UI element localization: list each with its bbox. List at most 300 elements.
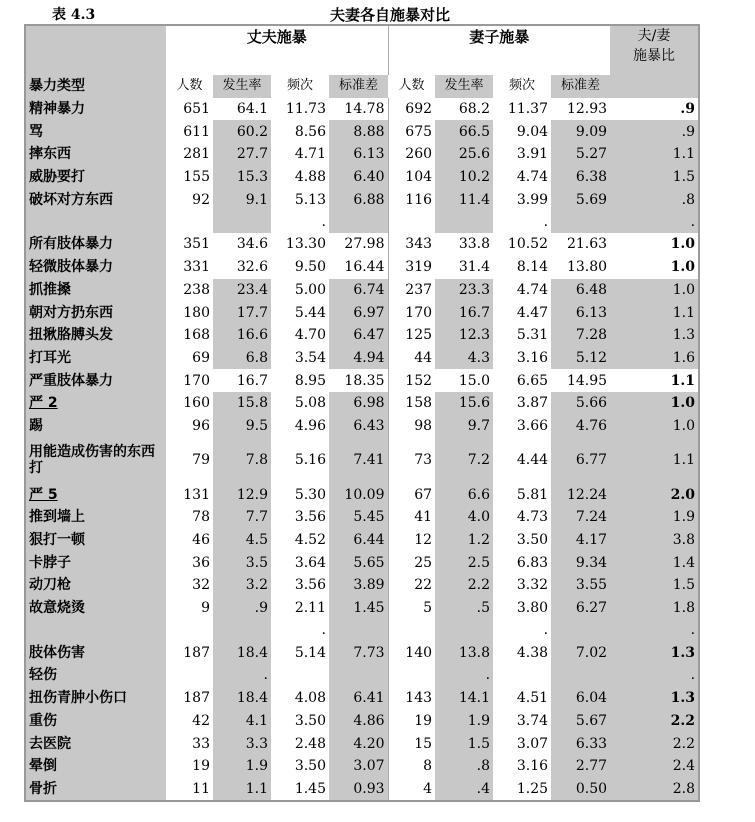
- table-cell: 4.96: [271, 415, 329, 438]
- row-label: [25, 143, 166, 166]
- ratio-cell: 2.2: [610, 710, 699, 733]
- table-cell: 16.6: [213, 324, 271, 347]
- ratio-cell: 1.6: [610, 347, 699, 370]
- row-label-text: 破坏对方东西: [29, 191, 113, 208]
- table-cell: 5.65: [329, 551, 388, 574]
- table-row: [25, 166, 699, 189]
- table-cell: 3.50: [271, 755, 329, 778]
- table-cell: 5.16: [271, 437, 329, 483]
- table-cell: 8.14: [493, 256, 551, 279]
- table-cell: 7.28: [551, 324, 610, 347]
- table-cell: 1.5: [435, 732, 493, 755]
- table-cell: 6.44: [329, 529, 388, 552]
- table-cell: 4.38: [493, 641, 551, 664]
- table-cell: .4: [435, 778, 493, 802]
- table-cell: 3.32: [493, 574, 551, 597]
- row-label: [25, 437, 166, 483]
- table-cell: 5.69: [551, 188, 610, 211]
- table-cell: 343: [388, 233, 435, 256]
- table-cell: 60.2: [213, 120, 271, 143]
- ratio-cell: 1.0: [610, 233, 699, 256]
- table-cell: 11.37: [493, 98, 551, 121]
- table-cell: 17.7: [213, 301, 271, 324]
- table-cell: 260: [388, 143, 435, 166]
- ratio-cell: 1.3: [610, 641, 699, 664]
- table-cell: 7.41: [329, 437, 388, 483]
- table-cell: 64.1: [213, 98, 271, 121]
- table-cell: 7.8: [213, 437, 271, 483]
- table-cell: 7.02: [551, 641, 610, 664]
- table-cell: 15.6: [435, 392, 493, 415]
- table-cell: 1.25: [493, 778, 551, 802]
- table-cell: 4.44: [493, 437, 551, 483]
- table-row: [25, 347, 699, 370]
- row-label: [25, 483, 166, 506]
- table-row: [25, 506, 699, 529]
- row-label-text: 踢: [29, 417, 43, 434]
- table-cell: 238: [166, 279, 213, 302]
- table-cell: 23.4: [213, 279, 271, 302]
- row-label-text: 骂: [29, 123, 43, 140]
- table-cell: 22: [388, 574, 435, 597]
- table-cell: 152: [388, 369, 435, 392]
- table-cell: 10.52: [493, 233, 551, 256]
- table-cell: 16.7: [213, 369, 271, 392]
- row-label-text: 朝对方扔东西: [29, 304, 113, 321]
- ratio-header: [610, 25, 699, 75]
- table-cell: 158: [388, 392, 435, 415]
- row-label: [25, 211, 166, 233]
- row-label: [25, 324, 166, 347]
- table-cell: 6.04: [551, 687, 610, 710]
- table-cell: 12.9: [213, 483, 271, 506]
- table-cell: 6.43: [329, 415, 388, 438]
- table-cell: 6.38: [551, 166, 610, 189]
- row-label-text: 扭伤青肿小伤口: [29, 690, 127, 707]
- table-cell: 32: [166, 574, 213, 597]
- table-cell: 14.95: [551, 369, 610, 392]
- table-cell: .5: [435, 597, 493, 620]
- header-column-row: [25, 75, 699, 98]
- row-label: [25, 551, 166, 574]
- table-cell: 9.1: [213, 188, 271, 211]
- table-cell: 5.00: [271, 279, 329, 302]
- table-cell: 73: [388, 437, 435, 483]
- table-cell: 8.88: [329, 120, 388, 143]
- ratio-cell: 1.1: [610, 369, 699, 392]
- table-row: [25, 710, 699, 733]
- table-cell: 3.80: [493, 597, 551, 620]
- table-cell: 3.3: [213, 732, 271, 755]
- row-label: [25, 415, 166, 438]
- row-label: [25, 664, 166, 687]
- col-header: 人数: [176, 78, 203, 94]
- ratio-cell: 1.1: [610, 143, 699, 166]
- ratio-cell: .9: [610, 120, 699, 143]
- table-row: [25, 279, 699, 302]
- table-cell: 25.6: [435, 143, 493, 166]
- table-cell: 23.3: [435, 279, 493, 302]
- table-row: [25, 324, 699, 347]
- ratio-cell: 1.1: [610, 301, 699, 324]
- table-cell: 281: [166, 143, 213, 166]
- table-cell: .9: [213, 597, 271, 620]
- row-label-text: 打耳光: [29, 349, 71, 366]
- table-cell: .: [213, 664, 271, 687]
- table-caption: [0, 2, 755, 24]
- table-row: [25, 143, 699, 166]
- row-label-text: 狠打一顿: [29, 532, 85, 549]
- table-cell: 2.5: [435, 551, 493, 574]
- table-cell: 187: [166, 641, 213, 664]
- table-cell: 160: [166, 392, 213, 415]
- ratio-cell: .: [610, 664, 699, 687]
- table-cell: 6.97: [329, 301, 388, 324]
- table-cell: 7.73: [329, 641, 388, 664]
- table-cell: 4.51: [493, 687, 551, 710]
- table-cell: 3.54: [271, 347, 329, 370]
- table-cell: 18.4: [213, 641, 271, 664]
- table-cell: 14.1: [435, 687, 493, 710]
- table-row: [25, 483, 699, 506]
- table-cell: 170: [388, 301, 435, 324]
- table-cell: 2.2: [435, 574, 493, 597]
- table-cell: 9.34: [551, 551, 610, 574]
- table-cell: 18.35: [329, 369, 388, 392]
- table-row: [25, 233, 699, 256]
- table-cell: 8: [388, 755, 435, 778]
- row-label: [25, 120, 166, 143]
- table-cell: 10.09: [329, 483, 388, 506]
- header-corner: [25, 25, 166, 75]
- table-row: [25, 619, 699, 641]
- table-cell: 11.4: [435, 188, 493, 211]
- table-cell: 15.0: [435, 369, 493, 392]
- row-label: [25, 619, 166, 641]
- table-cell: 3.89: [329, 574, 388, 597]
- table-cell: 8.56: [271, 120, 329, 143]
- ratio-cell: 1.3: [610, 687, 699, 710]
- table-cell: 4.08: [271, 687, 329, 710]
- table-cell: 15.8: [213, 392, 271, 415]
- ratio-cell: 2.2: [610, 732, 699, 755]
- table-cell: 5.27: [551, 143, 610, 166]
- table-cell: 3.50: [493, 529, 551, 552]
- row-label-text: 动刀枪: [29, 577, 71, 594]
- table-cell: [388, 664, 435, 687]
- table-row: [25, 437, 699, 483]
- table-cell: .: [493, 211, 551, 233]
- table-cell: 6.13: [551, 301, 610, 324]
- row-label-text: 重伤: [29, 712, 57, 729]
- table-cell: 27.7: [213, 143, 271, 166]
- table-cell: 12: [388, 529, 435, 552]
- table-cell: 5.08: [271, 392, 329, 415]
- table-cell: 16.7: [435, 301, 493, 324]
- table-cell: 4.52: [271, 529, 329, 552]
- table-cell: [388, 211, 435, 233]
- table-row: [25, 641, 699, 664]
- table-row: [25, 188, 699, 211]
- row-label-text: 摔东西: [29, 146, 71, 163]
- table-cell: 67: [388, 483, 435, 506]
- table-cell: 6.41: [329, 687, 388, 710]
- ratio-cell: 1.5: [610, 574, 699, 597]
- table-cell: [435, 619, 493, 641]
- table-cell: [329, 211, 388, 233]
- table-cell: 3.99: [493, 188, 551, 211]
- row-label: [25, 392, 166, 415]
- row-label-text: 轻伤: [29, 667, 57, 684]
- table-cell: 32.6: [213, 256, 271, 279]
- table-cell: 6.47: [329, 324, 388, 347]
- table-cell: 42: [166, 710, 213, 733]
- table-cell: 1.9: [213, 755, 271, 778]
- table-cell: 3.87: [493, 392, 551, 415]
- table-row: [25, 120, 699, 143]
- table-number: 表 4.3: [52, 7, 96, 23]
- table-cell: 3.5: [213, 551, 271, 574]
- table-cell: 11: [166, 778, 213, 802]
- row-label: [25, 279, 166, 302]
- table-cell: 4.20: [329, 732, 388, 755]
- row-label: [25, 506, 166, 529]
- col-header: 频次: [286, 78, 313, 94]
- row-label: [25, 710, 166, 733]
- table-cell: 319: [388, 256, 435, 279]
- table-cell: 7.7: [213, 506, 271, 529]
- table-cell: 6.8: [213, 347, 271, 370]
- table-cell: 3.2: [213, 574, 271, 597]
- table-cell: 116: [388, 188, 435, 211]
- row-label: [25, 166, 166, 189]
- row-label-text: 轻微肢体暴力: [29, 259, 113, 276]
- header-group-row: [25, 25, 699, 75]
- table-cell: [213, 211, 271, 233]
- table-cell: 6.48: [551, 279, 610, 302]
- table-cell: 4.88: [271, 166, 329, 189]
- ratio-cell: 1.5: [610, 166, 699, 189]
- table-cell: 5.45: [329, 506, 388, 529]
- table-cell: 5.81: [493, 483, 551, 506]
- row-label-text: 用能造成伤害的东西打: [29, 444, 155, 477]
- table-cell: 1.45: [271, 778, 329, 802]
- table-cell: 6.65: [493, 369, 551, 392]
- table-cell: [388, 619, 435, 641]
- table-row: [25, 301, 699, 324]
- table-cell: 16.44: [329, 256, 388, 279]
- col-header: 标准差: [329, 75, 388, 98]
- ratio-cell: 2.0: [610, 483, 699, 506]
- table-cell: 78: [166, 506, 213, 529]
- table-cell: 4.71: [271, 143, 329, 166]
- table-cell: .: [435, 664, 493, 687]
- table-cell: 4.74: [493, 166, 551, 189]
- table-cell: 140: [388, 641, 435, 664]
- table-cell: 96: [166, 415, 213, 438]
- row-label: [25, 529, 166, 552]
- table-cell: 21.63: [551, 233, 610, 256]
- table-cell: 1.2: [435, 529, 493, 552]
- table-cell: 6.98: [329, 392, 388, 415]
- table-cell: 6.33: [551, 732, 610, 755]
- table-cell: 46: [166, 529, 213, 552]
- row-label-text: 肢体伤害: [29, 644, 85, 661]
- table-cell: 4.5: [213, 529, 271, 552]
- table-cell: 33.8: [435, 233, 493, 256]
- table-cell: 1.9: [435, 710, 493, 733]
- table-cell: 19: [166, 755, 213, 778]
- table-cell: 9.7: [435, 415, 493, 438]
- table-cell: 5.44: [271, 301, 329, 324]
- table-cell: 3.16: [493, 755, 551, 778]
- table-row: [25, 369, 699, 392]
- table-cell: 5: [388, 597, 435, 620]
- table-cell: 9.04: [493, 120, 551, 143]
- row-label: [25, 256, 166, 279]
- table-cell: 5.14: [271, 641, 329, 664]
- table-cell: 18.4: [213, 687, 271, 710]
- table-cell: 4.86: [329, 710, 388, 733]
- table-row: [25, 529, 699, 552]
- row-label: [25, 347, 166, 370]
- table-row: [25, 664, 699, 687]
- table-cell: 36: [166, 551, 213, 574]
- ratio-cell: 1.0: [610, 392, 699, 415]
- table-cell: [166, 619, 213, 641]
- table-cell: .: [271, 211, 329, 233]
- table-cell: 19: [388, 710, 435, 733]
- table-cell: 68.2: [435, 98, 493, 121]
- row-label: [25, 369, 166, 392]
- row-label: [25, 233, 166, 256]
- table-cell: [213, 619, 271, 641]
- table-cell: 79: [166, 437, 213, 483]
- table-row: [25, 551, 699, 574]
- table-cell: 3.66: [493, 415, 551, 438]
- col-header: 发生率: [435, 75, 493, 98]
- table-cell: 4.73: [493, 506, 551, 529]
- row-label: [25, 98, 166, 121]
- table-cell: 2.77: [551, 755, 610, 778]
- table-cell: 31.4: [435, 256, 493, 279]
- table-cell: 3.56: [271, 574, 329, 597]
- table-cell: [271, 664, 329, 687]
- col-header-ratio: [610, 75, 699, 98]
- comparison-table: [24, 24, 700, 802]
- ratio-cell: .8: [610, 188, 699, 211]
- table-cell: 13.80: [551, 256, 610, 279]
- row-label: [25, 732, 166, 755]
- row-label-text: 故意烧烫: [29, 600, 85, 617]
- table-cell: 3.55: [551, 574, 610, 597]
- table-cell: 33: [166, 732, 213, 755]
- row-label-text: 卡脖子: [29, 554, 71, 571]
- table-cell: 180: [166, 301, 213, 324]
- table-cell: 1.1: [213, 778, 271, 802]
- row-label: [25, 778, 166, 802]
- table-cell: 2.11: [271, 597, 329, 620]
- ratio-cell: 2.4: [610, 755, 699, 778]
- table-cell: [551, 664, 610, 687]
- table-cell: 4.0: [435, 506, 493, 529]
- table-cell: 5.30: [271, 483, 329, 506]
- table-cell: 5.66: [551, 392, 610, 415]
- ratio-cell: 1.0: [610, 279, 699, 302]
- table-cell: 675: [388, 120, 435, 143]
- ratio-cell: 1.0: [610, 256, 699, 279]
- row-label: [25, 301, 166, 324]
- table-cell: .: [271, 619, 329, 641]
- table-cell: 3.16: [493, 347, 551, 370]
- table-cell: 187: [166, 687, 213, 710]
- row-label-text: 抓推搡: [29, 281, 71, 298]
- table-cell: 13.8: [435, 641, 493, 664]
- table-cell: 66.5: [435, 120, 493, 143]
- table-row: [25, 415, 699, 438]
- table-cell: 44: [388, 347, 435, 370]
- table-cell: 3.07: [329, 755, 388, 778]
- table-cell: 131: [166, 483, 213, 506]
- table-row: [25, 392, 699, 415]
- table-cell: 10.2: [435, 166, 493, 189]
- ratio-cell: 2.8: [610, 778, 699, 802]
- table-cell: 3.74: [493, 710, 551, 733]
- table-cell: .: [493, 619, 551, 641]
- table-cell: 9.5: [213, 415, 271, 438]
- table-cell: 5.31: [493, 324, 551, 347]
- table-cell: 6.40: [329, 166, 388, 189]
- row-label: [25, 597, 166, 620]
- row-label-text: 骨折: [29, 780, 57, 797]
- ratio-cell: .: [610, 211, 699, 233]
- table-cell: 12.3: [435, 324, 493, 347]
- table-cell: 170: [166, 369, 213, 392]
- table-cell: 0.93: [329, 778, 388, 802]
- table-row: [25, 98, 699, 121]
- table-cell: 143: [388, 687, 435, 710]
- table-cell: .8: [435, 755, 493, 778]
- col-header: 标准差: [551, 75, 610, 98]
- table-cell: 15.3: [213, 166, 271, 189]
- table-cell: 4.3: [435, 347, 493, 370]
- table-cell: 351: [166, 233, 213, 256]
- ratio-cell: 3.8: [610, 529, 699, 552]
- table-cell: [493, 664, 551, 687]
- table-cell: 9: [166, 597, 213, 620]
- ratio-header-line1: 夫/妻: [637, 28, 671, 44]
- table-cell: 4.74: [493, 279, 551, 302]
- table-cell: 92: [166, 188, 213, 211]
- table-cell: 4.70: [271, 324, 329, 347]
- table-cell: 41: [388, 506, 435, 529]
- table-cell: 14.78: [329, 98, 388, 121]
- table-cell: 104: [388, 166, 435, 189]
- table-cell: [329, 619, 388, 641]
- table-cell: 168: [166, 324, 213, 347]
- table-row: [25, 597, 699, 620]
- col-header: 人数: [398, 78, 425, 94]
- ratio-cell: 1.8: [610, 597, 699, 620]
- table-cell: 3.56: [271, 506, 329, 529]
- table-cell: 3.64: [271, 551, 329, 574]
- table-cell: 692: [388, 98, 435, 121]
- table-cell: 611: [166, 120, 213, 143]
- table-row: [25, 687, 699, 710]
- ratio-cell: 1.0: [610, 415, 699, 438]
- table-cell: 15: [388, 732, 435, 755]
- table-cell: 4.94: [329, 347, 388, 370]
